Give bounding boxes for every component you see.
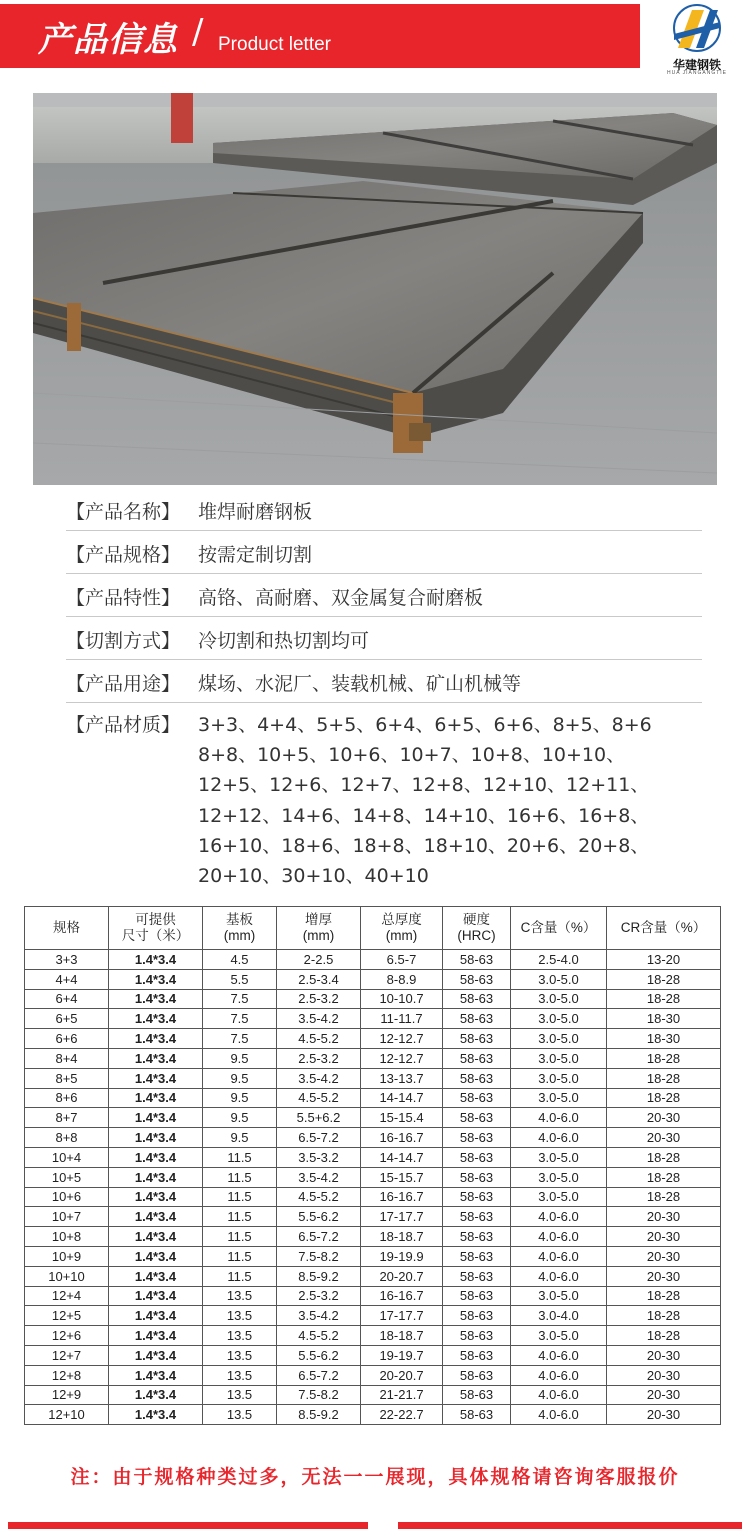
table-cell: 19-19.9 <box>361 1246 443 1266</box>
table-cell: 20-30 <box>607 1365 721 1385</box>
table-cell: 58-63 <box>443 1227 511 1247</box>
table-cell: 3.0-5.0 <box>511 1167 607 1187</box>
table-cell: 4.0-6.0 <box>511 1345 607 1365</box>
table-cell: 20-20.7 <box>361 1266 443 1286</box>
table-cell: 58-63 <box>443 1385 511 1405</box>
table-cell: 15-15.4 <box>361 1108 443 1128</box>
table-cell: 9.5 <box>203 1128 277 1148</box>
table-cell: 3.0-5.0 <box>511 989 607 1009</box>
page-subtitle: Product letter <box>218 34 331 55</box>
table-cell: 3.0-5.0 <box>511 1187 607 1207</box>
info-value: 冷切割和热切割均可 <box>198 630 370 652</box>
table-header-line: 规格 <box>53 920 80 935</box>
table-cell: 1.4*3.4 <box>109 1108 203 1128</box>
table-cell: 4.0-6.0 <box>511 1207 607 1227</box>
material-line: 3+3、4+4、5+5、6+4、6+5、6+6、8+5、8+6 <box>198 714 652 736</box>
table-header-cell <box>109 907 203 950</box>
table-row <box>25 1048 721 1068</box>
info-row-usage <box>66 660 702 703</box>
table-cell: 16-16.7 <box>361 1286 443 1306</box>
table-cell: 10+10 <box>25 1266 109 1286</box>
table-cell: 58-63 <box>443 1108 511 1128</box>
table-cell: 1.4*3.4 <box>109 1345 203 1365</box>
table-row <box>25 1266 721 1286</box>
table-cell: 8+5 <box>25 1068 109 1088</box>
table-cell: 1.4*3.4 <box>109 1306 203 1326</box>
info-value: 高铬、高耐磨、双金属复合耐磨板 <box>198 587 484 609</box>
table-header-cell <box>361 907 443 950</box>
info-key: 【产品特性】 <box>66 587 181 609</box>
table-cell: 10+9 <box>25 1246 109 1266</box>
table-cell: 4.0-6.0 <box>511 1405 607 1425</box>
table-header-line: 增厚 <box>305 912 332 927</box>
table-cell: 13.5 <box>203 1405 277 1425</box>
table-cell: 4.0-6.0 <box>511 1246 607 1266</box>
table-cell: 14-14.7 <box>361 1088 443 1108</box>
logo-pinyin: HUA JIANGANGTIE <box>666 70 727 76</box>
table-cell: 4.0-6.0 <box>511 1365 607 1385</box>
table-cell: 3.0-4.0 <box>511 1306 607 1326</box>
table-cell: 6.5-7.2 <box>277 1227 361 1247</box>
table-cell: 1.4*3.4 <box>109 1246 203 1266</box>
table-cell: 9.5 <box>203 1088 277 1108</box>
info-row-name <box>66 488 702 531</box>
table-cell: 4.5-5.2 <box>277 1187 361 1207</box>
table-header-cell <box>277 907 361 950</box>
table-cell: 1.4*3.4 <box>109 1128 203 1148</box>
table-cell: 20-30 <box>607 1108 721 1128</box>
table-cell: 20-20.7 <box>361 1365 443 1385</box>
table-header-cell <box>443 907 511 950</box>
table-cell: 7.5 <box>203 1009 277 1029</box>
table-cell: 10+5 <box>25 1167 109 1187</box>
table-cell: 14-14.7 <box>361 1147 443 1167</box>
material-line: 8+8、10+5、10+6、10+7、10+8、10+10、 <box>198 744 626 767</box>
table-cell: 3.5-4.2 <box>277 1167 361 1187</box>
material-line: 12+12、14+6、14+8、14+10、16+6、16+8、 <box>198 804 650 827</box>
table-cell: 1.4*3.4 <box>109 1147 203 1167</box>
table-cell: 18-30 <box>607 1029 721 1049</box>
table-cell: 11.5 <box>203 1207 277 1227</box>
table-row <box>25 1167 721 1187</box>
material-lines <box>198 710 652 891</box>
table-cell: 9.5 <box>203 1068 277 1088</box>
table-cell: 1.4*3.4 <box>109 1326 203 1346</box>
table-cell: 18-28 <box>607 1048 721 1068</box>
table-cell: 13.5 <box>203 1286 277 1306</box>
table-cell: 58-63 <box>443 1266 511 1286</box>
table-cell: 6.5-7.2 <box>277 1365 361 1385</box>
table-cell: 6+6 <box>25 1029 109 1049</box>
table-cell: 58-63 <box>443 1128 511 1148</box>
table-row <box>25 1365 721 1385</box>
table-cell: 22-22.7 <box>361 1405 443 1425</box>
table-cell: 3.0-5.0 <box>511 1088 607 1108</box>
table-cell: 58-63 <box>443 1306 511 1326</box>
table-row <box>25 1128 721 1148</box>
table-row <box>25 1345 721 1365</box>
table-cell: 4+4 <box>25 969 109 989</box>
table-cell: 6+5 <box>25 1009 109 1029</box>
info-key: 【产品名称】 <box>66 501 181 523</box>
table-header-line: (mm) <box>302 928 335 943</box>
table-row <box>25 1108 721 1128</box>
info-value: 按需定制切割 <box>198 544 313 566</box>
table-cell: 1.4*3.4 <box>109 1405 203 1425</box>
table-cell: 1.4*3.4 <box>109 969 203 989</box>
spec-table-wrapper <box>24 906 720 1425</box>
footer-note: 注：由于规格种类过多，无法一一展现，具体规格请咨询客服报价 <box>70 1466 680 1488</box>
info-key: 【产品规格】 <box>66 544 181 566</box>
table-cell: 20-30 <box>607 1128 721 1148</box>
table-cell: 12-12.7 <box>361 1048 443 1068</box>
table-cell: 8+7 <box>25 1108 109 1128</box>
table-cell: 12-12.7 <box>361 1029 443 1049</box>
table-row <box>25 1088 721 1108</box>
table-row <box>25 1286 721 1306</box>
table-cell: 13-20 <box>607 950 721 970</box>
table-cell: 1.4*3.4 <box>109 1009 203 1029</box>
table-cell: 12+10 <box>25 1405 109 1425</box>
table-cell: 5.5-6.2 <box>277 1207 361 1227</box>
table-cell: 10+6 <box>25 1187 109 1207</box>
table-cell: 20-30 <box>607 1345 721 1365</box>
table-cell: 58-63 <box>443 1048 511 1068</box>
table-row <box>25 1207 721 1227</box>
table-cell: 58-63 <box>443 1009 511 1029</box>
table-cell: 1.4*3.4 <box>109 1365 203 1385</box>
table-cell: 58-63 <box>443 1207 511 1227</box>
table-cell: 1.4*3.4 <box>109 1187 203 1207</box>
table-cell: 3.5-4.2 <box>277 1306 361 1326</box>
table-cell: 58-63 <box>443 1345 511 1365</box>
table-cell: 58-63 <box>443 1365 511 1385</box>
table-cell: 3.0-5.0 <box>511 1009 607 1029</box>
table-cell: 8.5-9.2 <box>277 1266 361 1286</box>
table-cell: 7.5 <box>203 989 277 1009</box>
table-cell: 3.5-4.2 <box>277 1068 361 1088</box>
table-cell: 20-30 <box>607 1246 721 1266</box>
table-cell: 18-28 <box>607 1187 721 1207</box>
company-logo <box>648 4 746 74</box>
table-cell: 3.0-5.0 <box>511 1029 607 1049</box>
table-cell: 58-63 <box>443 1068 511 1088</box>
table-cell: 20-30 <box>607 1266 721 1286</box>
table-cell: 18-28 <box>607 1326 721 1346</box>
table-cell: 6.5-7 <box>361 950 443 970</box>
table-cell: 1.4*3.4 <box>109 1266 203 1286</box>
info-row-cutting <box>66 617 702 660</box>
product-info-list <box>66 488 702 703</box>
info-row-spec <box>66 531 702 574</box>
table-cell: 10-10.7 <box>361 989 443 1009</box>
info-row-feature <box>66 574 702 617</box>
table-cell: 11.5 <box>203 1187 277 1207</box>
table-header-cell <box>511 907 607 950</box>
table-row <box>25 1405 721 1425</box>
product-photo <box>33 93 717 485</box>
table-cell: 3.0-5.0 <box>511 1048 607 1068</box>
table-cell: 2.5-4.0 <box>511 950 607 970</box>
table-cell: 17-17.7 <box>361 1207 443 1227</box>
table-row <box>25 1227 721 1247</box>
table-cell: 8+6 <box>25 1088 109 1108</box>
table-cell: 3.5-3.2 <box>277 1147 361 1167</box>
table-cell: 3.0-5.0 <box>511 1068 607 1088</box>
table-cell: 13.5 <box>203 1326 277 1346</box>
table-cell: 18-28 <box>607 1088 721 1108</box>
table-cell: 20-30 <box>607 1405 721 1425</box>
table-cell: 18-28 <box>607 989 721 1009</box>
table-cell: 12+6 <box>25 1326 109 1346</box>
table-row <box>25 1326 721 1346</box>
table-row <box>25 1187 721 1207</box>
table-cell: 19-19.7 <box>361 1345 443 1365</box>
table-row <box>25 1068 721 1088</box>
table-cell: 1.4*3.4 <box>109 1207 203 1227</box>
info-key: 【产品材质】 <box>66 714 181 736</box>
table-cell: 12+5 <box>25 1306 109 1326</box>
table-cell: 13.5 <box>203 1365 277 1385</box>
table-cell: 4.0-6.0 <box>511 1266 607 1286</box>
table-cell: 1.4*3.4 <box>109 1029 203 1049</box>
table-cell: 1.4*3.4 <box>109 1227 203 1247</box>
info-key: 【切割方式】 <box>66 630 181 652</box>
table-cell: 58-63 <box>443 969 511 989</box>
table-cell: 11.5 <box>203 1246 277 1266</box>
title-slash: / <box>192 12 204 52</box>
table-cell: 2.5-3.2 <box>277 1286 361 1306</box>
table-cell: 13-13.7 <box>361 1068 443 1088</box>
table-cell: 1.4*3.4 <box>109 989 203 1009</box>
table-cell: 4.0-6.0 <box>511 1128 607 1148</box>
table-cell: 4.5-5.2 <box>277 1029 361 1049</box>
table-cell: 15-15.7 <box>361 1167 443 1187</box>
table-cell: 8+8 <box>25 1128 109 1148</box>
table-cell: 58-63 <box>443 1088 511 1108</box>
table-cell: 1.4*3.4 <box>109 1088 203 1108</box>
table-cell: 12+4 <box>25 1286 109 1306</box>
table-cell: 58-63 <box>443 989 511 1009</box>
table-cell: 3.0-5.0 <box>511 969 607 989</box>
table-cell: 58-63 <box>443 950 511 970</box>
table-row <box>25 1147 721 1167</box>
table-cell: 18-30 <box>607 1009 721 1029</box>
table-row <box>25 1009 721 1029</box>
table-cell: 58-63 <box>443 1167 511 1187</box>
table-cell: 7.5 <box>203 1029 277 1049</box>
table-cell: 4.0-6.0 <box>511 1108 607 1128</box>
table-cell: 1.4*3.4 <box>109 1068 203 1088</box>
table-cell: 58-63 <box>443 1246 511 1266</box>
spec-table <box>24 906 721 1425</box>
table-cell: 18-28 <box>607 1306 721 1326</box>
table-cell: 10+7 <box>25 1207 109 1227</box>
table-header-line: (mm) <box>385 928 418 943</box>
table-cell: 13.5 <box>203 1385 277 1405</box>
table-cell: 10+4 <box>25 1147 109 1167</box>
table-cell: 12+7 <box>25 1345 109 1365</box>
table-cell: 8+4 <box>25 1048 109 1068</box>
table-cell: 6+4 <box>25 989 109 1009</box>
steel-plates-photo <box>33 93 717 485</box>
table-header-line: C含量（%） <box>520 920 597 935</box>
table-cell: 1.4*3.4 <box>109 1385 203 1405</box>
table-cell: 3.0-5.0 <box>511 1326 607 1346</box>
table-row <box>25 969 721 989</box>
table-cell: 7.5-8.2 <box>277 1385 361 1405</box>
table-cell: 13.5 <box>203 1345 277 1365</box>
table-header-line: 可提供 <box>135 912 176 927</box>
table-header-line: 尺寸（米） <box>121 928 190 943</box>
table-cell: 18-28 <box>607 1286 721 1306</box>
table-cell: 4.0-6.0 <box>511 1227 607 1247</box>
info-value: 堆焊耐磨钢板 <box>198 501 313 523</box>
table-header-cell <box>607 907 721 950</box>
table-cell: 4.0-6.0 <box>511 1385 607 1405</box>
table-cell: 16-16.7 <box>361 1128 443 1148</box>
table-cell: 9.5 <box>203 1048 277 1068</box>
table-cell: 7.5-8.2 <box>277 1246 361 1266</box>
material-line: 16+10、18+6、18+8、18+10、20+6、20+8、 <box>198 834 650 857</box>
table-header-cell <box>203 907 277 950</box>
logo-company-name: 华建钢铁 <box>672 58 721 72</box>
table-cell: 18-18.7 <box>361 1326 443 1346</box>
table-cell: 4.5-5.2 <box>277 1326 361 1346</box>
table-cell: 8.5-9.2 <box>277 1405 361 1425</box>
table-cell: 5.5+6.2 <box>277 1108 361 1128</box>
table-cell: 11.5 <box>203 1167 277 1187</box>
table-cell: 20-30 <box>607 1385 721 1405</box>
table-cell: 2-2.5 <box>277 950 361 970</box>
table-cell: 4.5-5.2 <box>277 1088 361 1108</box>
bottom-bar-right <box>398 1522 742 1529</box>
table-cell: 5.5-6.2 <box>277 1345 361 1365</box>
table-cell: 11.5 <box>203 1266 277 1286</box>
table-cell: 2.5-3.2 <box>277 1048 361 1068</box>
table-header-line: CR含量（%） <box>620 920 707 935</box>
table-row <box>25 1306 721 1326</box>
table-cell: 58-63 <box>443 1286 511 1306</box>
table-cell: 1.4*3.4 <box>109 1286 203 1306</box>
table-cell: 2.5-3.4 <box>277 969 361 989</box>
header-banner <box>0 0 750 80</box>
table-cell: 18-28 <box>607 1147 721 1167</box>
logo-icon <box>648 4 746 56</box>
table-cell: 1.4*3.4 <box>109 1167 203 1187</box>
table-cell: 16-16.7 <box>361 1187 443 1207</box>
table-cell: 20-30 <box>607 1207 721 1227</box>
table-cell: 1.4*3.4 <box>109 1048 203 1068</box>
table-header-line: (HRC) <box>457 928 496 943</box>
table-cell: 6.5-7.2 <box>277 1128 361 1148</box>
table-cell: 10+8 <box>25 1227 109 1247</box>
table-cell: 1.4*3.4 <box>109 950 203 970</box>
table-cell: 12+9 <box>25 1385 109 1405</box>
bottom-bar-left <box>8 1522 368 1529</box>
table-cell: 3.0-5.0 <box>511 1286 607 1306</box>
table-cell: 18-28 <box>607 1068 721 1088</box>
table-header-line: (mm) <box>223 928 256 943</box>
info-key: 【产品用途】 <box>66 673 181 695</box>
table-header-line: 总厚度 <box>381 912 422 927</box>
material-line: 20+10、30+10、40+10 <box>198 864 429 887</box>
table-cell: 3+3 <box>25 950 109 970</box>
table-cell: 58-63 <box>443 1147 511 1167</box>
table-cell: 18-28 <box>607 1167 721 1187</box>
table-cell: 5.5 <box>203 969 277 989</box>
table-cell: 3.5-4.2 <box>277 1009 361 1029</box>
table-cell: 18-28 <box>607 969 721 989</box>
table-cell: 9.5 <box>203 1108 277 1128</box>
table-cell: 17-17.7 <box>361 1306 443 1326</box>
table-header-row <box>25 907 721 950</box>
page-title: 产品信息 <box>38 20 178 60</box>
table-cell: 2.5-3.2 <box>277 989 361 1009</box>
table-cell: 58-63 <box>443 1326 511 1346</box>
table-cell: 8-8.9 <box>361 969 443 989</box>
table-cell: 11-11.7 <box>361 1009 443 1029</box>
table-row <box>25 989 721 1009</box>
table-cell: 20-30 <box>607 1227 721 1247</box>
table-cell: 58-63 <box>443 1029 511 1049</box>
table-header-line: 基板 <box>226 912 253 927</box>
table-cell: 11.5 <box>203 1147 277 1167</box>
table-cell: 4.5 <box>203 950 277 970</box>
info-value: 煤场、水泥厂、装载机械、矿山机械等 <box>198 673 522 695</box>
table-row <box>25 950 721 970</box>
table-cell: 11.5 <box>203 1227 277 1247</box>
table-header-line: 硬度 <box>463 912 490 927</box>
table-cell: 12+8 <box>25 1365 109 1385</box>
material-line: 12+5、12+6、12+7、12+8、12+10、12+11、 <box>198 774 650 797</box>
table-cell: 18-18.7 <box>361 1227 443 1247</box>
table-cell: 3.0-5.0 <box>511 1147 607 1167</box>
table-row <box>25 1246 721 1266</box>
table-cell: 58-63 <box>443 1405 511 1425</box>
table-row <box>25 1029 721 1049</box>
table-row <box>25 1385 721 1405</box>
table-cell: 58-63 <box>443 1187 511 1207</box>
table-header-cell <box>25 907 109 950</box>
table-cell: 13.5 <box>203 1306 277 1326</box>
table-cell: 21-21.7 <box>361 1385 443 1405</box>
